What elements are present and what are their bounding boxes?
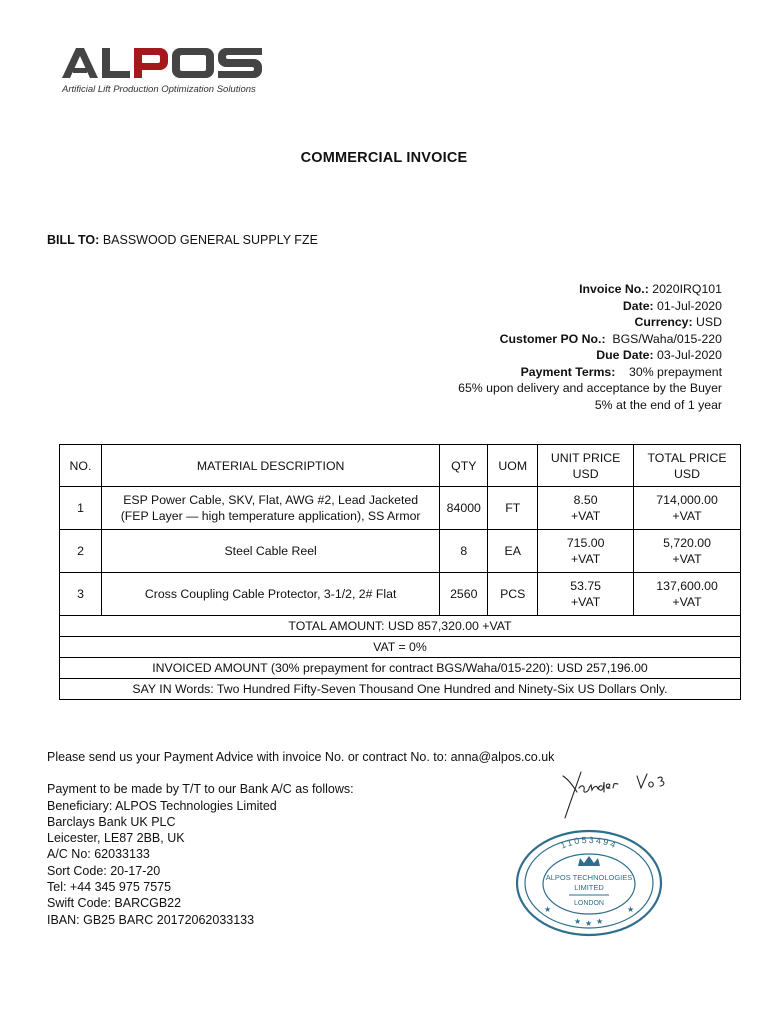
payment-terms-row (458, 364, 722, 381)
payment-intro: Payment to be made by T/T to our Bank A/C as follows: (47, 782, 354, 797)
account-number: A/C No: 62033133 (47, 847, 150, 862)
row-description: Steel Cable Reel (101, 530, 439, 573)
due-date-value: 03-Jul-2020 (657, 348, 722, 362)
svg-text:★: ★ (544, 905, 552, 914)
row-total-price: 137,600.00 +VAT (634, 573, 741, 616)
invoice-number-row (458, 281, 722, 298)
beneficiary: Beneficiary: ALPOS Technologies Limited (47, 798, 277, 813)
row-no: 1 (60, 487, 102, 530)
bank-name: Barclays Bank UK PLC (47, 814, 176, 829)
header-uom: UOM (488, 445, 538, 487)
vat-row (60, 637, 741, 658)
currency-value: USD (696, 315, 722, 329)
row-total-price: 714,000.00 +VAT (634, 487, 741, 530)
invoiced-amount-row (60, 658, 741, 679)
bill-to-label: BILL TO: (47, 233, 100, 247)
row-qty: 2560 (440, 573, 488, 616)
customer-po-value: BGS/Waha/015-220 (612, 331, 722, 346)
say-in-words: SAY IN Words: Two Hundred Fifty-Seven Thousand One Hundred and Ninety-Six US Dollars Only. (60, 679, 741, 700)
say-in-words-row (60, 679, 741, 700)
payment-terms-value: 30% prepayment (629, 364, 722, 379)
vat-amount: VAT = 0% (60, 637, 741, 658)
currency-row (458, 314, 722, 331)
bank-address: Leicester, LE87 2BB, UK (47, 831, 185, 846)
payment-terms-line2: 65% upon delivery and acceptance by the Buyer (458, 381, 722, 395)
company-stamp (514, 828, 664, 938)
header-no: NO. (60, 445, 102, 487)
row-description: Cross Coupling Cable Protector, 3-1/2, 2# Flat (101, 573, 439, 616)
svg-text:★: ★ (585, 919, 593, 928)
payment-terms-line3: 5% at the end of 1 year (594, 397, 722, 412)
svg-text:LIMITED: LIMITED (574, 883, 604, 892)
header-unit-price: UNIT PRICE USD (538, 445, 634, 487)
row-unit-price: 8.50 +VAT (538, 487, 634, 530)
header-qty: QTY (440, 445, 488, 487)
row-qty: 84000 (440, 487, 488, 530)
table-row (60, 573, 741, 616)
svg-text:11053494: 11053494 (559, 834, 619, 851)
iban: IBAN: GB25 BARC 20172062033133 (47, 912, 255, 927)
sort-code: Sort Code: 20-17-20 (47, 863, 161, 878)
items-table (59, 444, 741, 700)
document-title: COMMERCIAL INVOICE (300, 150, 468, 166)
invoice-number: 2020IRQ101 (652, 282, 722, 296)
invoice-number-label: Invoice No.: (579, 282, 649, 296)
payment-advice-note: Please send us your Payment Advice with invoice No. or contract No. to: anna@alpos.co.uk (47, 750, 555, 764)
payment-details (47, 749, 554, 928)
svg-text:★: ★ (596, 917, 604, 926)
bill-to-value: BASSWOOD GENERAL SUPPLY FZE (102, 233, 318, 247)
row-uom: FT (488, 487, 538, 530)
row-unit-price: 715.00 +VAT (538, 530, 634, 573)
row-description: ESP Power Cable, SKV, Flat, AWG #2, Lead Jacketed (FEP Layer — high temperature application), SS Armor (101, 487, 439, 530)
invoiced-amount: INVOICED AMOUNT (30% prepayment for contract BGS/Waha/015-220): USD 257,196.00 (60, 658, 741, 679)
handwritten-signature (555, 766, 685, 826)
logo-tagline: Artificial Lift Production Optimization Solutions (62, 84, 256, 95)
row-no: 3 (60, 573, 102, 616)
row-unit-price: 53.75 +VAT (538, 573, 634, 616)
customer-po-label: Customer PO No.: (499, 331, 606, 346)
svg-text:★: ★ (574, 917, 582, 926)
total-amount-row (60, 616, 741, 637)
svg-text:LONDON: LONDON (574, 900, 604, 907)
payment-terms-label: Payment Terms: (520, 364, 616, 379)
header-description: MATERIAL DESCRIPTION (101, 445, 439, 487)
svg-text:★: ★ (627, 905, 635, 914)
date-value: 01-Jul-2020 (657, 298, 722, 313)
due-date-row (458, 347, 722, 364)
total-amount: TOTAL AMOUNT: USD 857,320.00 +VAT (60, 616, 741, 637)
due-date-label: Due Date: (596, 348, 654, 362)
table-row (60, 487, 741, 530)
table-header-row (60, 445, 741, 487)
date-row (458, 298, 722, 315)
telephone: Tel: +44 345 975 7575 (47, 880, 172, 895)
currency-label: Currency: (634, 315, 693, 329)
bill-to (47, 233, 318, 247)
svg-text:ALPOS TECHNOLOGIES: ALPOS TECHNOLOGIES (545, 873, 633, 882)
row-qty: 8 (440, 530, 488, 573)
table-row (60, 530, 741, 573)
swift-code: Swift Code: BARCGB22 (47, 896, 182, 911)
row-no: 2 (60, 530, 102, 573)
row-total-price: 5,720.00 +VAT (634, 530, 741, 573)
date-label: Date: (622, 298, 654, 313)
row-uom: EA (488, 530, 538, 573)
row-uom: PCS (488, 573, 538, 616)
customer-po-row (458, 331, 722, 348)
invoice-meta (458, 281, 722, 413)
header-total-price: TOTAL PRICE USD (634, 445, 741, 487)
